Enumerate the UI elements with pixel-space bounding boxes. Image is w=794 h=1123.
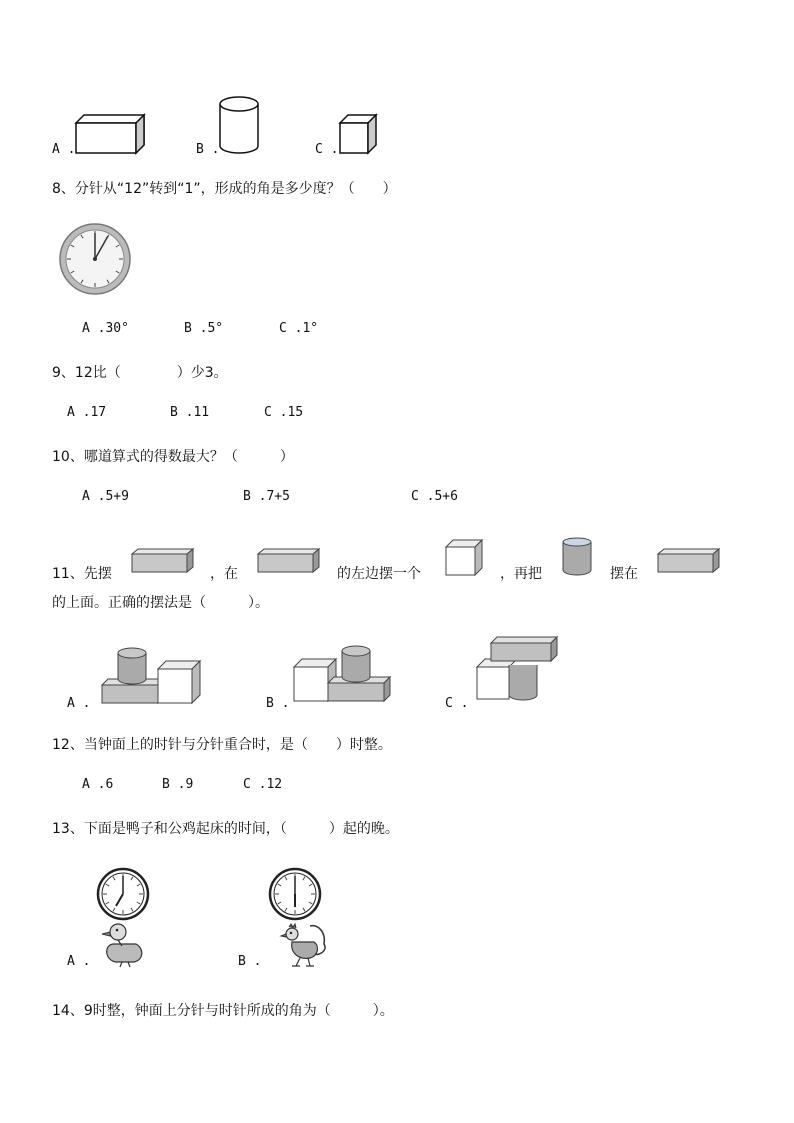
cylinder-icon xyxy=(218,96,260,156)
option-a[interactable]: A .17 xyxy=(67,405,107,420)
question-11-line-2: 的上面。正确的摆法是（ ）。 xyxy=(52,595,269,611)
cuboid-icon xyxy=(74,113,146,155)
question-8-text: 8、分针从“12”转到“1”，形成的角是多少度？（ ） xyxy=(52,181,397,197)
option-b[interactable]: B .9 xyxy=(162,777,194,792)
question-11-part-1: 11、先摆 xyxy=(52,566,112,582)
option-a[interactable]: A .6 xyxy=(82,777,114,792)
option-b[interactable]: B . xyxy=(266,696,290,711)
option-c[interactable]: C .15 xyxy=(264,405,304,420)
option-b[interactable]: B .11 xyxy=(170,405,210,420)
option-a[interactable]: A . xyxy=(52,142,76,157)
question-13-text: 13、下面是鸭子和公鸡起床的时间，（ ）起的晚。 xyxy=(52,821,399,837)
gray-block-icon xyxy=(256,548,322,574)
option-a[interactable]: A . xyxy=(67,954,91,969)
option-c[interactable]: C .1° xyxy=(279,321,319,336)
rooster-icon xyxy=(280,920,330,968)
question-11-part-3: 的左边摆一个 xyxy=(337,566,421,582)
option-a[interactable]: A . xyxy=(67,696,91,711)
option-c[interactable]: C .5+6 xyxy=(411,489,458,504)
cylinder-icon xyxy=(561,537,593,577)
arrangement-b-icon xyxy=(292,643,392,703)
gray-block-icon xyxy=(130,548,196,574)
question-11-part-5: 摆在 xyxy=(610,566,638,582)
option-a[interactable]: A .30° xyxy=(82,321,129,336)
cube-icon xyxy=(338,113,380,155)
question-9-text: 9、12比（ ）少3。 xyxy=(52,365,228,381)
question-11-part-4: ，再把 xyxy=(500,566,542,582)
option-c[interactable]: C . xyxy=(445,696,469,711)
duck-icon xyxy=(100,920,146,968)
option-c[interactable]: C . xyxy=(315,142,339,157)
clock-icon xyxy=(58,222,132,296)
white-cube-icon xyxy=(444,539,484,577)
question-10-text: 10、哪道算式的得数最大？（ ） xyxy=(52,449,294,465)
gray-block-icon xyxy=(656,548,722,574)
option-b[interactable]: B . xyxy=(196,142,220,157)
option-a[interactable]: A .5+9 xyxy=(82,489,129,504)
question-11-part-2: ，在 xyxy=(210,566,238,582)
arrangement-a-icon xyxy=(100,645,204,705)
option-b[interactable]: B .7+5 xyxy=(243,489,290,504)
option-b[interactable]: B . xyxy=(238,954,262,969)
option-c[interactable]: C .12 xyxy=(243,777,283,792)
clock-icon xyxy=(96,867,150,921)
arrangement-c-icon xyxy=(475,635,563,703)
clock-icon xyxy=(268,867,322,921)
question-12-text: 12、当钟面上的时针与分针重合时，是（ ）时整。 xyxy=(52,737,392,753)
question-14-text: 14、9时整，钟面上分针与时针所成的角为（ ）。 xyxy=(52,1003,394,1019)
option-b[interactable]: B .5° xyxy=(184,321,224,336)
